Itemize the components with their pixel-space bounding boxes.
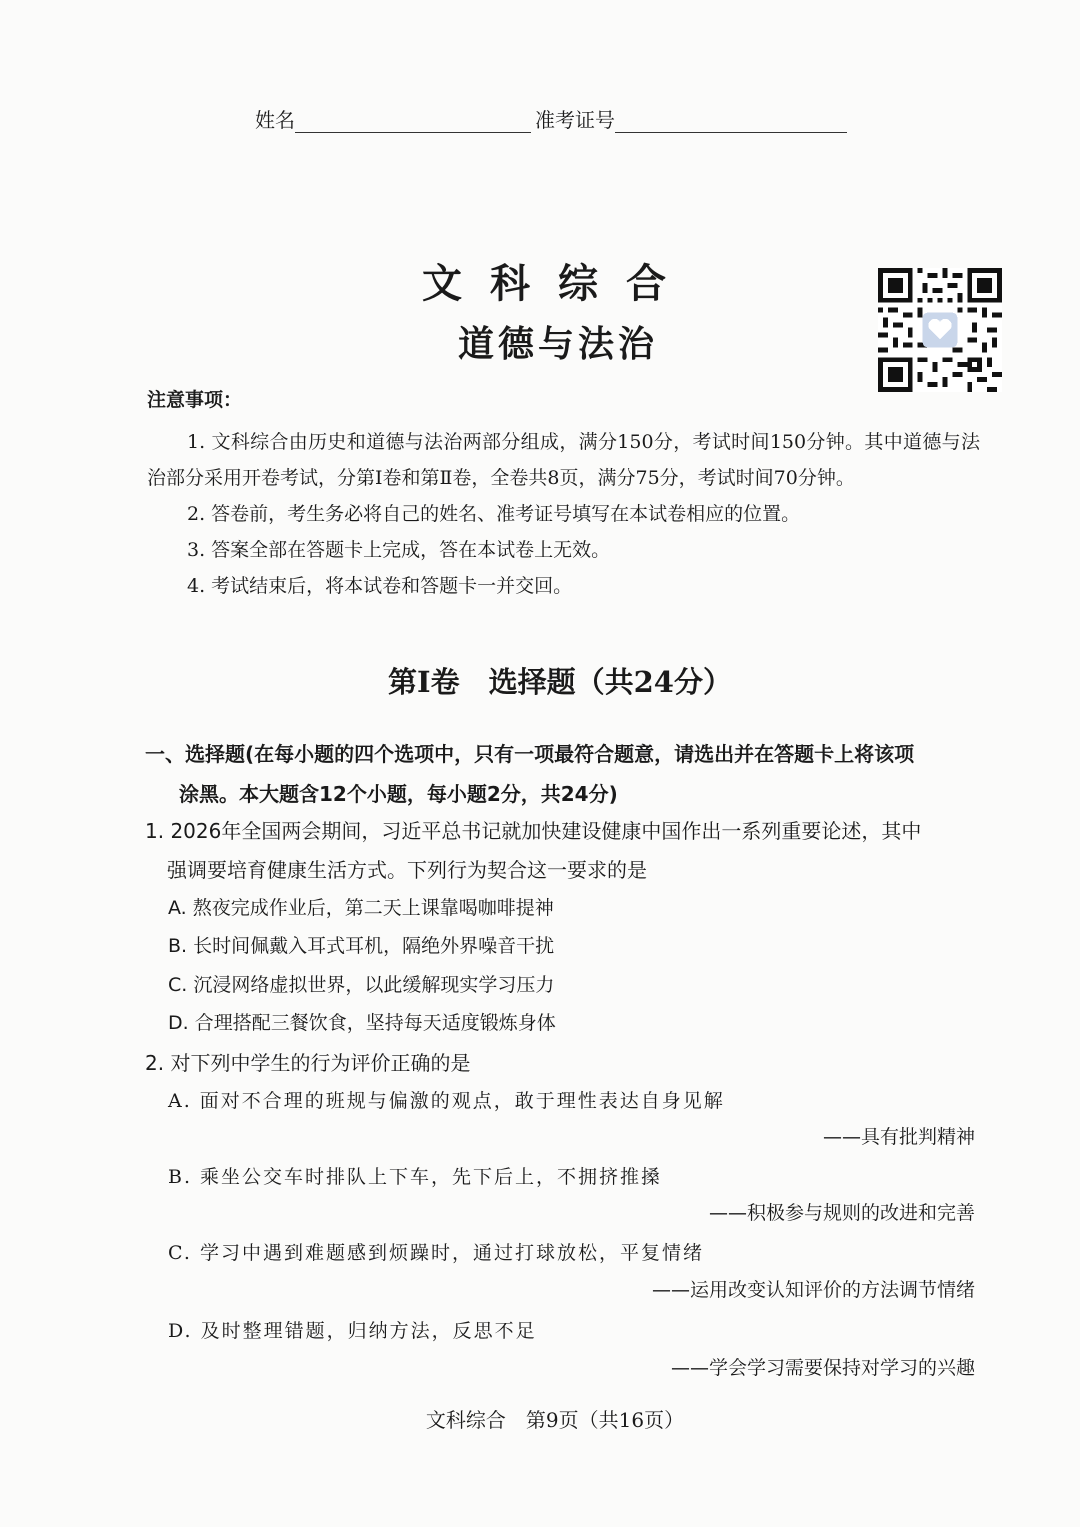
question-2-option-b-comment: ——积极参与规则的改进和完善 [708,1202,975,1224]
notice-item: 1. 文科综合由历史和道德与法治两部分组成，满分150分，考试时间150分钟。其中道德与法治部分采用开卷考试，分第Ⅰ卷和第Ⅱ卷，全卷共8页，满分75分，考试时间70分钟。 [147,431,980,489]
question-2-option-d: D. 及时整理错题，归纳方法，反思不足 [168,1320,537,1342]
question-1-option-c: C. 沉浸网络虚拟世界，以此缓解现实学习压力 [168,974,555,996]
question-1-option-b: B. 长时间佩戴入耳式耳机，隔绝外界噪音干扰 [168,935,555,957]
section-title: 第Ⅰ卷 选择题（共24分） [388,665,732,699]
question-2-option-b: B. 乘坐公交车时排队上下车，先下后上，不拥挤推搡 [168,1166,663,1188]
paper-subtitle: 道德与法治 [457,324,658,365]
part-one-instructions [145,734,980,814]
question-1-stem-line2: 强调要培育健康生活方式。下列行为契合这一要求的是 [167,858,647,882]
candidate-info-line [255,104,847,133]
part-one-line1: 一、选择题(在每小题的四个选项中，只有一项最符合题意，请选出并在答题卡上将该项 [145,742,915,766]
question-2-option-a-comment: ——具有批判精神 [822,1126,975,1148]
question-2-option-d-comment: ——学会学习需要保持对学习的兴趣 [670,1357,975,1379]
question-1-stem-line1: 1. 2026年全国两会期间，习近平总书记就加快建设健康中国作出一系列重要论述，其中 [145,819,922,843]
exam-id-blank [615,108,847,133]
notice-heading: 注意事项： [147,389,243,411]
name-blank [295,108,531,133]
notice-item: 3. 答案全部在答题卡上完成，答在本试卷上无效。 [187,539,611,561]
question-2-stem [145,1044,980,1083]
question-1-stem [145,812,980,890]
part-one-line2: 涂黑。本大题含12个小题，每小题2分，共24分) [179,782,618,806]
question-1-option-d: D. 合理搭配三餐饮食，坚持每天适度锻炼身体 [168,1012,556,1034]
qr-code-icon [878,268,1002,392]
question-2-option-c-comment: ——运用改变认知评价的方法调节情绪 [651,1279,975,1301]
name-label: 姓名 [255,108,295,132]
notice-item: 4. 考试结束后，将本试卷和答题卡一并交回。 [187,575,573,597]
paper-title: 文科综合 [422,261,694,307]
page-footer: 文科综合 第9页（共16页） [425,1408,685,1432]
question-2-option-c: C. 学习中遇到难题感到烦躁时，通过打球放松，平复情绪 [168,1242,704,1264]
notice-item: 2. 答卷前，考生务必将自己的姓名、准考证号填写在本试卷相应的位置。 [187,503,801,525]
exam-id-label: 准考证号 [535,108,615,132]
question-1-option-a: A. 熬夜完成作业后，第二天上课靠喝咖啡提神 [168,897,554,919]
question-2-option-a: A. 面对不合理的班规与偏激的观点，敢于理性表达自身见解 [168,1090,725,1112]
notice-list [147,424,980,604]
question-2-stem-line1: 2. 对下列中学生的行为评价正确的是 [145,1051,471,1075]
